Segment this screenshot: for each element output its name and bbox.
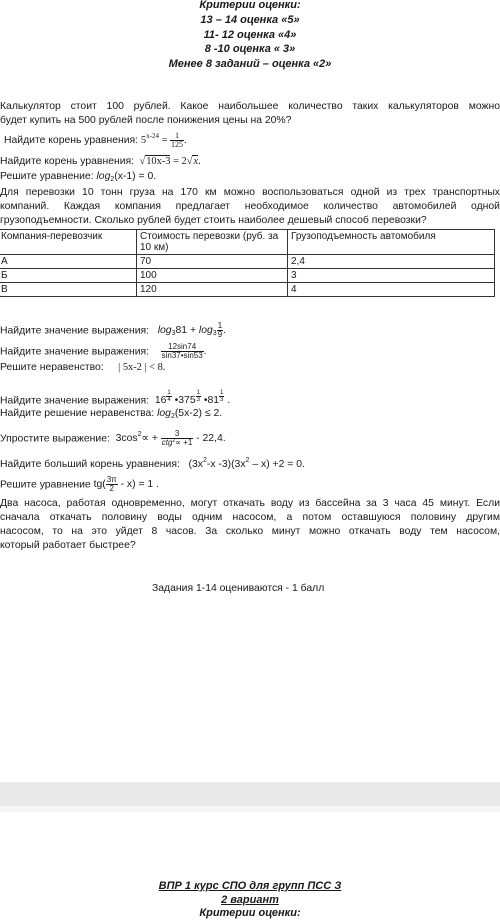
task-1-line: Калькулятор стоит 100 рублей. Какое наибольшее количество таких калькуляторов можно xyxy=(0,101,500,112)
table-cell: А xyxy=(0,255,137,269)
scoring-note: Задания 1-14 оцениваются - 1 балл xyxy=(152,583,325,594)
footer-variant: 2 вариант xyxy=(221,894,279,906)
task-13-expression: tg( $\frac{3\pi}{2}$ - x) = 1 . xyxy=(93,475,159,493)
task-9 xyxy=(0,390,230,407)
task-13-prefix: Решите уравнение xyxy=(0,479,91,491)
task-5-line: Для перевозки 10 тонн груза на 170 км можно воспользоваться одной из трех транспортных xyxy=(0,187,500,198)
task-6 xyxy=(0,322,226,339)
table-cell: В xyxy=(0,283,137,297)
table-cell: 100 xyxy=(137,269,288,283)
criteria-title: Критерии оценки: xyxy=(199,0,301,11)
task-2-prefix: Найдите корень уравнения: xyxy=(4,134,139,146)
task-10 xyxy=(0,407,222,420)
task-3-equation: √10x-3 = 2√x. xyxy=(136,156,201,167)
task-12-prefix: Найдите больший корень уравнения: xyxy=(0,459,180,470)
table-cell: 4 xyxy=(288,283,495,297)
criteria-line: 13 – 14 оценка «5» xyxy=(200,14,300,26)
task-4 xyxy=(0,170,156,183)
table-cell: 2,4 xyxy=(288,255,495,269)
task-10-prefix: Найдите решение неравенства: xyxy=(0,408,155,419)
table-cell: 3 xyxy=(288,269,495,283)
transport-table xyxy=(0,229,495,297)
table-cell: Б xyxy=(0,269,137,283)
page-separator-shadow xyxy=(0,806,500,812)
table-cell: 70 xyxy=(137,255,288,269)
criteria-line: Менее 8 заданий – оценка «2» xyxy=(168,58,332,70)
table-header-cell: Стоимость перевозки (руб. за 10 км) xyxy=(137,230,288,255)
task-13 xyxy=(0,476,159,493)
task-3 xyxy=(0,155,201,168)
page-separator xyxy=(0,782,500,806)
table-header-cell: Грузоподъемность автомобиля xyxy=(288,230,495,255)
task-3-prefix: Найдите корень уравнения: xyxy=(0,156,135,167)
task-6-prefix: Найдите значение выражения: xyxy=(0,325,150,337)
task-7 xyxy=(0,343,207,360)
task-8 xyxy=(0,361,165,374)
task-5-line: грузоподъемности. Сколько рублей будет стоить наиболее дешевый способ перевозки? xyxy=(0,215,427,226)
table-cell: 120 xyxy=(137,283,288,297)
task-11 xyxy=(0,430,226,447)
task-8-prefix: Решите неравенство: xyxy=(0,362,104,373)
table-row xyxy=(0,255,495,269)
task-7-expression: $\frac{12\sin 74}{\sin 37•\sin 53}$ . xyxy=(161,342,207,360)
table-header-cell: Компания-перевозчик xyxy=(0,230,137,255)
table-header-row xyxy=(0,230,495,255)
criteria-line: 8 -10 оценка « 3» xyxy=(204,43,296,55)
task-14-line: который работает быстрее? xyxy=(0,540,136,551)
task-12-expression: ($3x^2-x$ $-3)(3x^2 - x) +2 = 0$. xyxy=(188,457,305,470)
task-4-prefix: Решите уравнение: xyxy=(0,171,94,182)
task-11-prefix: Упростите выражение: xyxy=(0,433,110,445)
task-11-expression: $3\cos^2\propto$ + $\frac{3}{ctg^2\propto +1}$ - 22,4. xyxy=(115,429,226,447)
task-8-expression: | 5x-2 | < 8. xyxy=(118,362,166,373)
task-7-prefix: Найдите значение выражения: xyxy=(0,346,150,358)
task-14-line: сначала откачать половину воды одним насосом, а потом оставшуюся половину другим xyxy=(0,512,500,523)
footer-criteria: Критерии оценки: xyxy=(199,907,301,919)
task-10-expression: $\log_2(5x-2) \le 2$. xyxy=(157,408,223,420)
task-1-line: будет купить на 500 рублей после понижения цены на 20%? xyxy=(0,115,292,126)
task-14-line: Два насоса, работая одновременно, могут откачать воду из бассейна за 3 часа 45 минут. Если xyxy=(0,498,500,509)
footer-title: ВПР 1 курс СПО для групп ПСС З xyxy=(158,880,342,892)
task-14-line: насосом, то на это уйдет 8 часов. За сколько минут можно откачать воду тем насосом, xyxy=(0,526,500,537)
task-5-line: компаний. Каждая компания предлагает необходимое количество автомобилей одной xyxy=(0,201,500,212)
task-9-prefix: Найдите значение выражения: xyxy=(0,395,150,407)
task-4-equation: $\log_2(x-1) = 0$. xyxy=(96,171,157,183)
table-row xyxy=(0,269,495,283)
task-9-expression: 16 $^{\frac{1}{4}}$ •375 $^{\frac{1}{3}}$ •81 $^{\frac{1}{3}}$ . xyxy=(154,390,231,407)
table-row xyxy=(0,283,495,297)
task-6-expression: $\log_381 + \log_3$ $\frac{1}{9}$ . xyxy=(157,321,227,339)
task-2 xyxy=(4,132,187,149)
task-12 xyxy=(0,458,305,471)
criteria-line: 11- 12 оценка «4» xyxy=(203,29,297,41)
task-2-equation: $5^{x-24}$ = $\frac{1}{125}$ . xyxy=(140,131,187,149)
